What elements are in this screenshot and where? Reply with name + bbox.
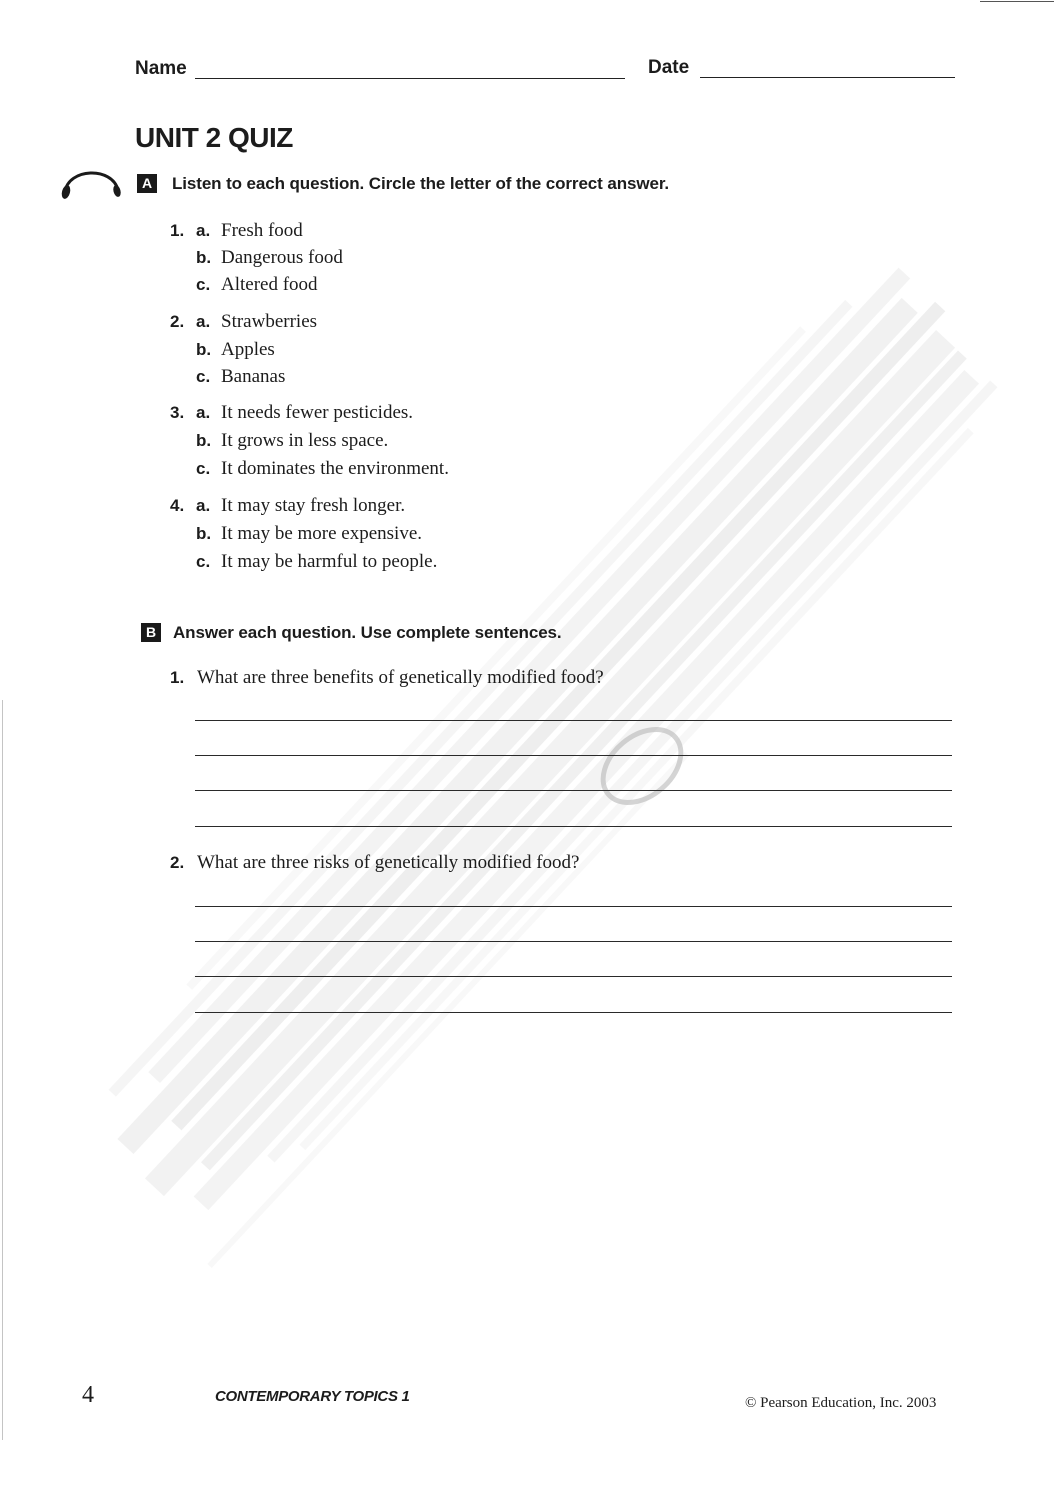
top-edge-line (980, 1, 1054, 2)
option-text: Altered food (221, 274, 318, 295)
answer-line (195, 720, 952, 721)
question-number: 1. (170, 221, 185, 240)
option-letter: c. (196, 275, 211, 294)
question-1-option-a (0, 219, 1054, 243)
written-question-2 (0, 851, 1054, 875)
answer-line (195, 755, 952, 756)
name-blank-line (195, 78, 625, 79)
answer-line (195, 976, 952, 977)
option-text: It may stay fresh longer. (221, 495, 406, 516)
date-blank-line (700, 77, 955, 78)
question-text: What are three benefits of genetically modified food? (197, 667, 604, 688)
option-letter: b. (196, 524, 212, 543)
section-b-letter-box: B (141, 623, 161, 642)
page-title: UNIT 2 QUIZ (135, 122, 293, 153)
option-text: It needs fewer pesticides. (221, 402, 414, 423)
left-edge-line (2, 700, 3, 1440)
answer-line (195, 941, 952, 942)
option-text: Strawberries (221, 311, 318, 332)
written-question-1 (0, 666, 1054, 690)
question-3-option-a (0, 401, 1054, 425)
option-letter: b. (196, 340, 212, 359)
question-1-option-b (0, 246, 1054, 270)
option-letter: c. (196, 459, 211, 478)
answer-line (195, 826, 952, 827)
headphones-icon (56, 162, 126, 202)
option-text: It may be more expensive. (221, 523, 423, 544)
question-3-option-b (0, 429, 1054, 453)
copyright-notice: © Pearson Education, Inc. 2003 (745, 1395, 937, 1411)
name-label: Name (135, 58, 187, 79)
answer-line (195, 1012, 952, 1013)
question-2-option-c (0, 365, 1054, 389)
option-text: It dominates the environment. (221, 458, 449, 479)
question-3-option-c (0, 457, 1054, 481)
section-a-instruction: Listen to each question. Circle the letter of the correct answer. (172, 174, 670, 193)
option-letter: a. (196, 403, 211, 422)
option-text: Fresh food (221, 220, 303, 241)
option-text: It grows in less space. (221, 430, 389, 451)
watermark-emblem (589, 715, 695, 818)
option-letter: a. (196, 312, 211, 331)
option-text: Apples (221, 339, 275, 360)
answer-line (195, 906, 952, 907)
option-text: It may be harmful to people. (221, 551, 438, 572)
question-number: 4. (170, 496, 185, 515)
question-4-option-a (0, 494, 1054, 518)
option-letter: c. (196, 367, 211, 386)
question-number: 2. (170, 853, 185, 872)
question-text: What are three risks of genetically modified food? (197, 852, 580, 873)
question-2-option-a (0, 310, 1054, 334)
option-letter: a. (196, 496, 211, 515)
date-label: Date (648, 57, 690, 78)
page-number: 4 (82, 1382, 94, 1408)
question-4-option-b (0, 522, 1054, 546)
option-text: Dangerous food (221, 247, 343, 268)
question-number: 3. (170, 403, 185, 422)
option-letter: c. (196, 552, 211, 571)
question-1-option-c (0, 273, 1054, 297)
section-a-letter-box: A (137, 174, 157, 193)
book-title: CONTEMPORARY TOPICS 1 (215, 1388, 410, 1405)
question-number: 1. (170, 668, 185, 687)
question-2-option-b (0, 338, 1054, 362)
answer-line (195, 790, 952, 791)
section-b-instruction: Answer each question. Use complete sentences. (173, 623, 562, 642)
question-4-option-c (0, 550, 1054, 574)
option-text: Bananas (221, 366, 286, 387)
option-letter: b. (196, 431, 212, 450)
question-number: 2. (170, 312, 185, 331)
option-letter: b. (196, 248, 212, 267)
option-letter: a. (196, 221, 211, 240)
